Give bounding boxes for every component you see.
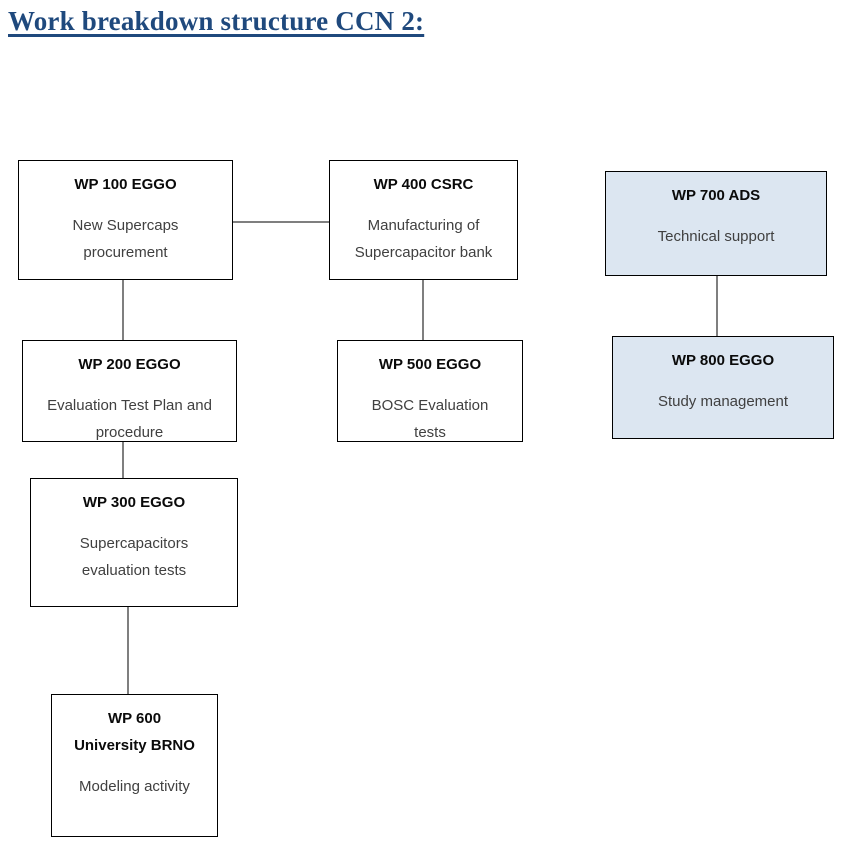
box-header: WP 700 ADS: [671, 187, 761, 204]
wbs-box-wp100: [18, 160, 233, 280]
box-header: WP 100 EGGO: [74, 176, 177, 193]
box-body: [338, 392, 522, 446]
body-line: BOSC Evaluation: [371, 397, 489, 414]
body-line: New Supercaps: [72, 217, 179, 234]
box-body: [330, 212, 517, 266]
body-line: Modeling activity: [79, 778, 190, 795]
body-line: Technical support: [657, 228, 775, 245]
wbs-box-wp700: [605, 171, 827, 276]
wbs-box-wp600: [51, 694, 218, 837]
box-header: University BRNO: [74, 737, 195, 754]
box-header: WP 800 EGGO: [671, 352, 775, 369]
box-body: [19, 212, 232, 266]
wbs-box-wp300: [30, 478, 238, 607]
body-line: evaluation tests: [81, 562, 187, 579]
box-header: WP 400 CSRC: [373, 176, 474, 193]
box-body: [613, 388, 833, 415]
box-header: WP 300 EGGO: [82, 494, 186, 511]
body-line: Evaluation Test Plan and: [47, 397, 212, 414]
body-line: Study management: [657, 393, 789, 410]
box-header: WP 200 EGGO: [78, 356, 181, 373]
box-body: [606, 223, 826, 250]
connector-wp700-wp800: [716, 276, 718, 336]
wbs-box-wp800: [612, 336, 834, 439]
box-body: [23, 392, 236, 446]
body-line: procurement: [83, 244, 168, 261]
body-line: tests: [414, 424, 446, 441]
body-line: procedure: [95, 424, 164, 441]
box-header: WP 500 EGGO: [378, 356, 482, 373]
connector-wp400-wp500: [422, 280, 424, 340]
wbs-box-wp400: [329, 160, 518, 280]
page-title: Work breakdown structure CCN 2:: [8, 6, 425, 36]
wbs-box-wp500: [337, 340, 523, 442]
body-line: Supercapacitors: [79, 535, 189, 552]
box-header: WP 600: [107, 710, 162, 727]
box-body: [52, 773, 217, 800]
connector-wp100-wp200: [122, 280, 124, 340]
connector-wp200-wp300: [122, 442, 124, 478]
connector-wp300-wp600: [127, 607, 129, 694]
body-line: Manufacturing of: [367, 217, 480, 234]
box-body: [31, 530, 237, 584]
wbs-box-wp200: [22, 340, 237, 442]
body-line: Supercapacitor bank: [354, 244, 493, 261]
connector-wp100-wp400: [233, 221, 329, 223]
